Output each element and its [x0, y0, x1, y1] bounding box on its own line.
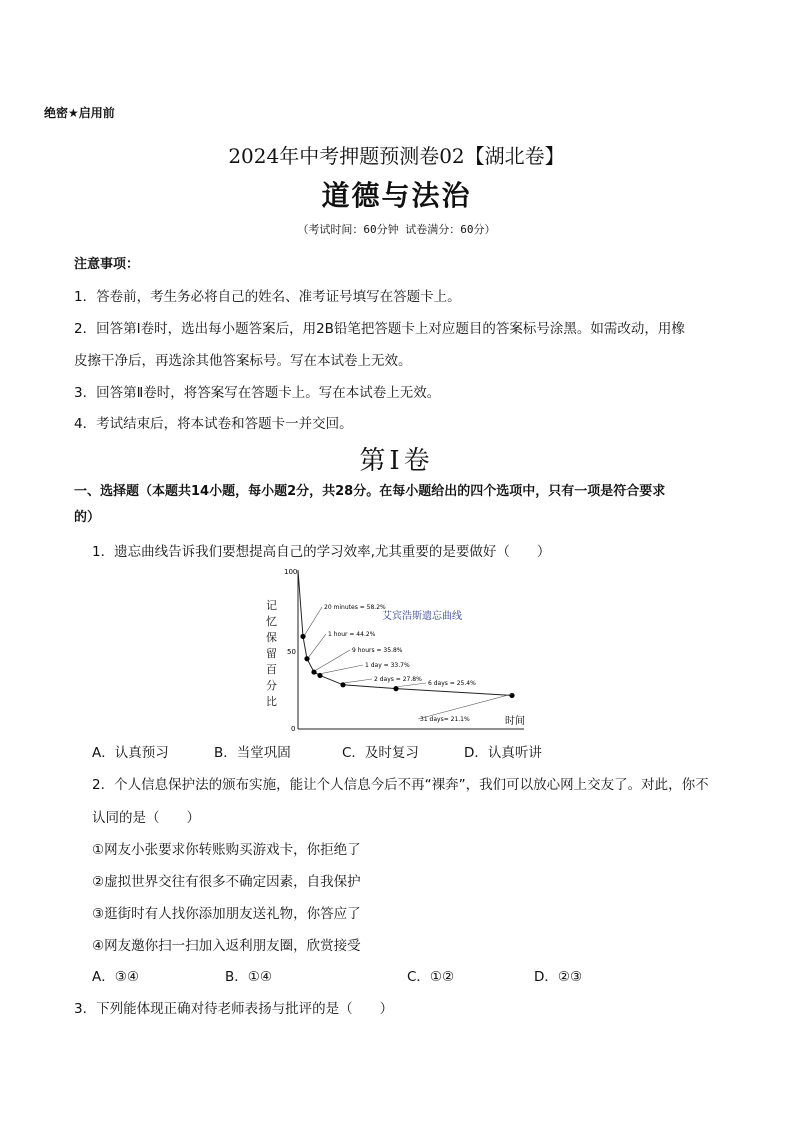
notice-item: 2．回答第Ⅰ卷时，选出每小题答案后，用2B铅笔把答题卡上对应题目的答案标号涂黑。如需改动，用橡	[74, 321, 685, 337]
notice-item: 3．回答第Ⅱ卷时，将答案写在答题卡上。写在本试卷上无效。	[74, 385, 441, 401]
x-axis-label: 时间	[505, 716, 525, 727]
section-intro: 一、选择题（本题共14小题，每小题2分，共28分。在每小题给出的四个选项中，只有一项是符合要求	[74, 484, 666, 499]
y-tick-0: 0	[291, 725, 296, 733]
curve-point	[340, 682, 345, 687]
curve-point	[300, 634, 305, 639]
point-leader-line	[345, 679, 372, 683]
point-label: 6 days = 25.4%	[428, 680, 476, 687]
q2-stem: 认同的是（ ）	[92, 810, 200, 826]
y-tick-50: 50	[287, 648, 296, 656]
point-leader-line	[398, 683, 426, 687]
curve-point	[304, 656, 309, 661]
q2-stem: 2．个人信息保护法的颁布实施，能让个人信息今后不再“裸奔”，我们可以放心网上交友了。对此，你不	[92, 777, 709, 793]
q3-stem: 3．下列能体现正确对待老师表扬与批评的是（ ）	[74, 1001, 394, 1017]
q1-option-b: B．当堂巩固	[214, 745, 291, 761]
y-axis-label: 记忆保留百分比	[266, 599, 277, 708]
point-leader-line	[305, 607, 322, 634]
q2-option-d: D．②③	[534, 969, 583, 985]
q2-option-a: A．③④	[92, 969, 139, 985]
point-leader-line	[309, 634, 326, 657]
q2-option-b: B．①④	[225, 969, 272, 985]
q1-stem: 1．遗忘曲线告诉我们要想提高自己的学习效率,尤其重要的是要做好（ ）	[92, 544, 551, 560]
subject-title: 道德与法治	[321, 179, 472, 212]
q1-option-d: D．认真听讲	[464, 745, 542, 761]
q2-statement: ④网友邀你扫一扫加入返利朋友圈，欣赏接受	[92, 938, 361, 954]
point-label: 1 hour = 44.2%	[328, 631, 376, 638]
point-label: 2 days = 27.8%	[374, 676, 422, 683]
y-tick-100: 100	[284, 568, 298, 576]
point-leader-line	[316, 650, 350, 670]
q1-option-a: A．认真预习	[92, 745, 169, 761]
section-intro: 的）	[74, 510, 101, 525]
notice-item: 1．答卷前，考生务必将自己的姓名、准考证号填写在答题卡上。	[74, 289, 461, 305]
q2-statement: ①网友小张要求你转账购买游戏卡，你拒绝了	[92, 842, 361, 858]
q1-options	[92, 741, 692, 761]
curve-point	[311, 669, 316, 674]
curve-point	[317, 673, 322, 678]
section-title: 第Ⅰ卷	[359, 446, 434, 476]
exam-title: 2024年中考押题预测卷02【湖北卷】	[228, 144, 565, 168]
confidential-mark: 绝密★启用前	[44, 106, 115, 120]
notice-heading: 注意事项：	[74, 257, 140, 272]
exam-info: （考试时间：60分钟 试卷满分：60分）	[297, 223, 496, 236]
q1-option-c: C．及时复习	[342, 745, 419, 761]
q2-options	[92, 965, 692, 985]
point-label: 31 days= 21.1%	[420, 716, 470, 723]
point-label: 1 day = 33.7%	[365, 662, 410, 669]
q2-option-c: C．①②	[407, 969, 455, 985]
point-leader-line	[322, 665, 363, 673]
forgetting-curve-chart	[262, 564, 532, 734]
point-label: 20 minutes = 58.2%	[324, 604, 386, 611]
q2-statement: ③逛街时有人找你添加朋友送礼物，你答应了	[92, 906, 361, 922]
chart-title: 艾宾浩斯遗忘曲线	[382, 611, 462, 622]
curve-point	[393, 686, 398, 691]
notice-item: 皮擦干净后，再选涂其他答案标号。写在本试卷上无效。	[74, 353, 412, 369]
q2-statement: ②虚拟世界交往有很多不确定因素，自我保护	[92, 874, 361, 890]
notice-item: 4．考试结束后，将本试卷和答题卡一并交回。	[74, 416, 353, 432]
point-label: 9 hours = 35.8%	[352, 647, 403, 654]
